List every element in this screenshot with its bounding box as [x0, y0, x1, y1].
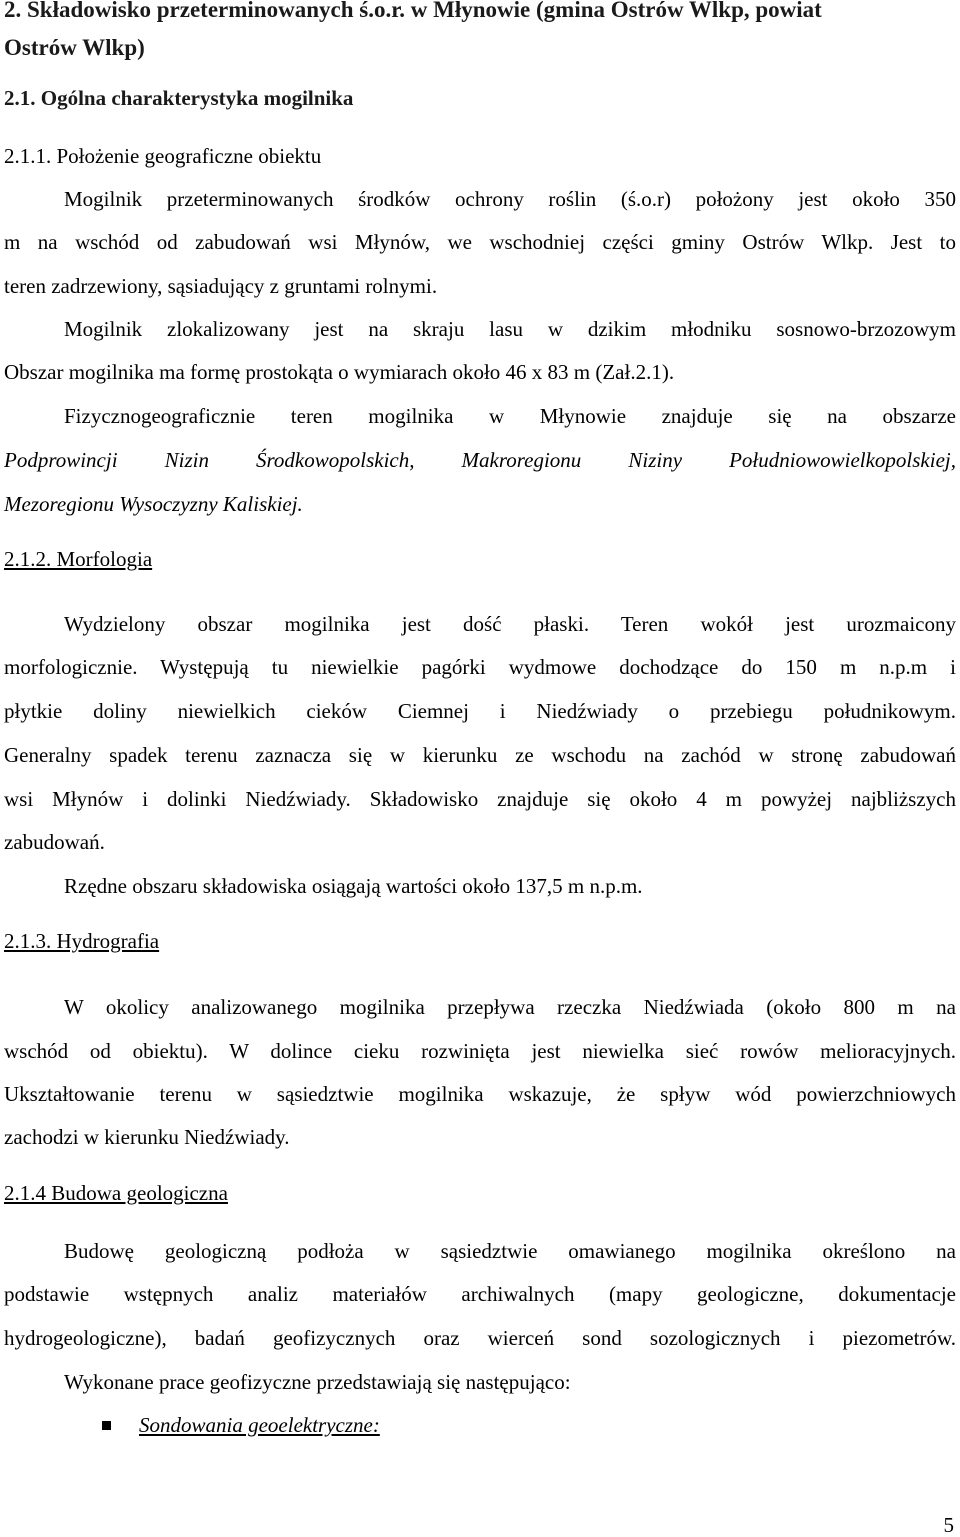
paragraph-line: Wydzielony obszar mogilnika jest dość płaski. Teren wokół jest urozmaicony [64, 612, 956, 636]
bullet-list-item [102, 1410, 380, 1440]
paragraph-line: Budowę geologiczną podłoża w sąsiedztwie omawianego mogilnika określono na [64, 1239, 956, 1263]
paragraph-line: Ukształtowanie terenu w sąsiedztwie mogilnika wskazuje, że spływ wód powierzchniowych [4, 1082, 956, 1106]
section-heading-2-1: 2.1. Ogólna charakterystyka mogilnika [4, 86, 354, 110]
section-heading-2-1-1: 2.1.1. Położenie geograficzne obiektu [4, 144, 322, 168]
paragraph-line: podstawie wstępnych analiz materiałów archiwalnych (mapy geologiczne, dokumentacje [4, 1282, 956, 1306]
paragraph-line-italic: Mezoregionu Wysoczyzny Kaliskiej. [4, 492, 303, 516]
paragraph-line-italic: Podprowincji Nizin Środkowopolskich, Makroregionu Niziny Południowowielkopolskiej, [4, 448, 956, 472]
paragraph-line: Mogilnik przeterminowanych środków ochrony roślin (ś.o.r) położony jest około 350 [64, 187, 956, 211]
chapter-heading-line-1: 2. Składowisko przeterminowanych ś.o.r. w Młynowie (gmina Ostrów Wlkp, powiat [4, 0, 822, 22]
paragraph-line: Rzędne obszaru składowiska osiągają wartości około 137,5 m n.p.m. [64, 874, 643, 898]
paragraph-line: morfologicznie. Występują tu niewielkie pagórki wydmowe dochodzące do 150 m n.p.m i [4, 655, 956, 679]
bullet-item-label: Sondowania geoelektryczne: [139, 1412, 380, 1437]
paragraph-line: m na wschód od zabudowań wsi Młynów, we wschodniej części gminy Ostrów Wlkp. Jest to [4, 230, 956, 254]
section-heading-2-1-2: 2.1.2. Morfologia [4, 547, 153, 571]
paragraph-line: Obszar mogilnika ma formę prostokąta o wymiarach około 46 x 83 m (Zał.2.1). [4, 360, 675, 384]
paragraph-line: Generalny spadek terenu zaznacza się w kierunku ze wschodu na zachód w stronę zabudowań [4, 743, 956, 767]
paragraph-line: Mogilnik zlokalizowany jest na skraju lasu w dzikim młodniku sosnowo-brzozowym [64, 317, 956, 341]
section-heading-2-1-4: 2.1.4 Budowa geologiczna [4, 1181, 228, 1205]
chapter-heading-line-2: Ostrów Wlkp) [4, 35, 145, 60]
paragraph-line: zabudowań. [4, 830, 105, 854]
paragraph-line: Fizycznogeograficznie teren mogilnika w Młynowie znajduje się na obszarze [64, 404, 956, 428]
paragraph-line: płytkie doliny niewielkich cieków Ciemnej i Niedźwiady o przebiegu południkowym. [4, 699, 956, 723]
square-bullet-icon [102, 1421, 111, 1430]
page-number: 5 [943, 1513, 954, 1537]
paragraph-line: teren zadrzewiony, sąsiadujący z gruntami rolnymi. [4, 274, 438, 298]
paragraph-line: zachodzi w kierunku Niedźwiady. [4, 1125, 290, 1149]
paragraph-line: hydrogeologiczne), badań geofizycznych oraz wierceń sond sozologicznych i piezometrów. [4, 1326, 956, 1350]
paragraph-line: wschód od obiektu). W dolince cieku rozwinięta jest niewielka sieć rowów melioracyjnych. [4, 1039, 956, 1063]
section-heading-2-1-3: 2.1.3. Hydrografia [4, 929, 160, 953]
paragraph-line: W okolicy analizowanego mogilnika przepływa rzeczka Niedźwiada (około 800 m na [64, 995, 956, 1019]
paragraph-line: Wykonane prace geofizyczne przedstawiają się następująco: [64, 1370, 571, 1394]
paragraph-line: wsi Młynów i dolinki Niedźwiady. Składowisko znajduje się około 4 m powyżej najbliższych [4, 787, 956, 811]
